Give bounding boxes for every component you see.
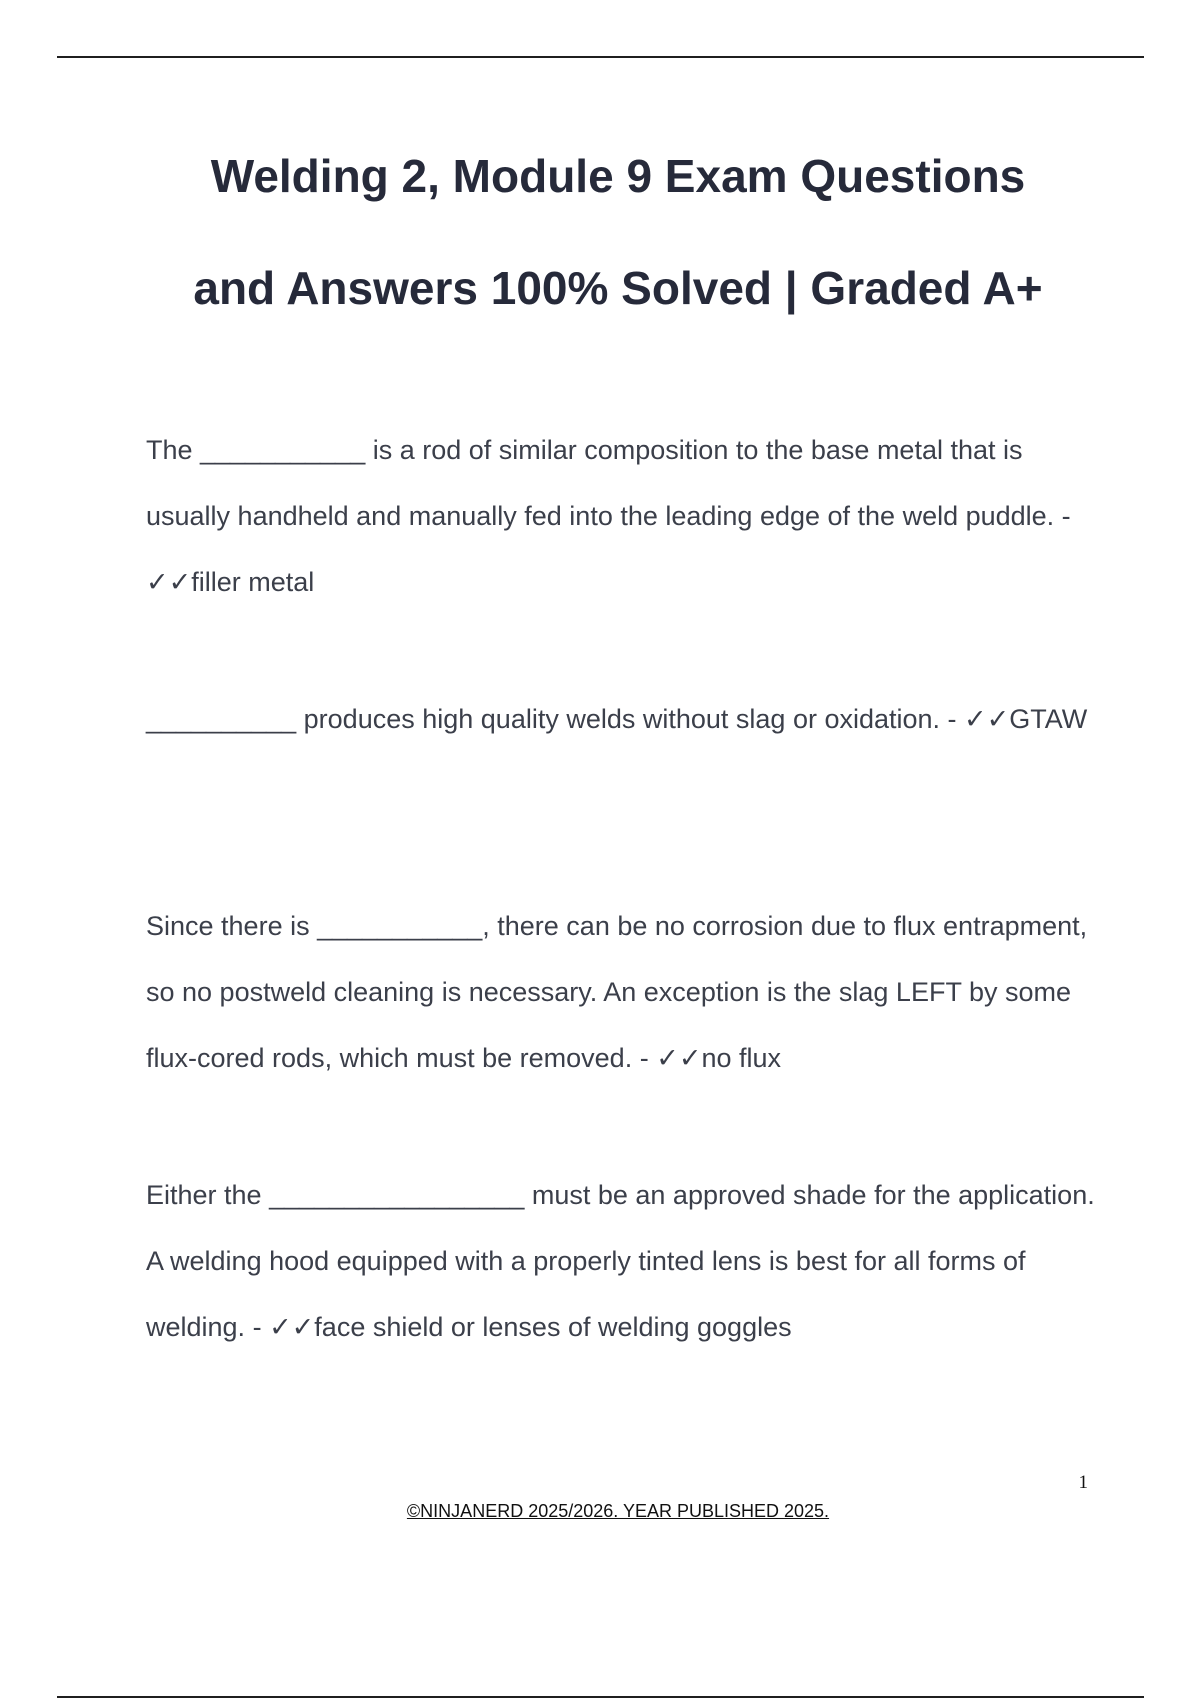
title-line-1: Welding 2, Module 9 Exam Questions bbox=[210, 150, 1026, 202]
top-rule bbox=[57, 56, 1144, 58]
question-text: __________ produces high quality welds without slag or oxidation. - bbox=[146, 704, 965, 734]
question-text: Either the _________________ must be an approved shade for the application. A welding hood equipped with a properly tinted lens is best for all forms of welding. - bbox=[146, 1180, 1095, 1342]
question-item-3 bbox=[146, 893, 1106, 1091]
answer-text: ✓✓no flux bbox=[656, 1043, 781, 1073]
question-text: Since there is ___________, there can be no corrosion due to flux entrapment, so no postweld cleaning is necessary. An exception is the slag LEFT by some flux-cored rods, which must be removed. - bbox=[146, 911, 1088, 1073]
answer-text: ✓✓filler metal bbox=[146, 567, 315, 597]
question-item-4 bbox=[146, 1162, 1106, 1360]
document-title bbox=[120, 120, 1116, 344]
title-line-2: and Answers 100% Solved | Graded A+ bbox=[193, 262, 1043, 314]
question-item-1 bbox=[146, 417, 1106, 615]
answer-text: ✓✓GTAW bbox=[964, 704, 1088, 734]
page-number: 1 bbox=[1078, 1472, 1088, 1493]
answer-text: ✓✓face shield or lenses of welding goggles bbox=[269, 1312, 792, 1342]
question-item-2 bbox=[146, 686, 1106, 752]
bottom-rule bbox=[57, 1696, 1144, 1698]
copyright-notice: ©NINJANERD 2025/2026. YEAR PUBLISHED 2025. bbox=[406, 1501, 830, 1521]
question-text: The ___________ is a rod of similar composition to the base metal that is usually handheld and manually fed into the leading edge of the weld puddle. - bbox=[146, 435, 1071, 531]
